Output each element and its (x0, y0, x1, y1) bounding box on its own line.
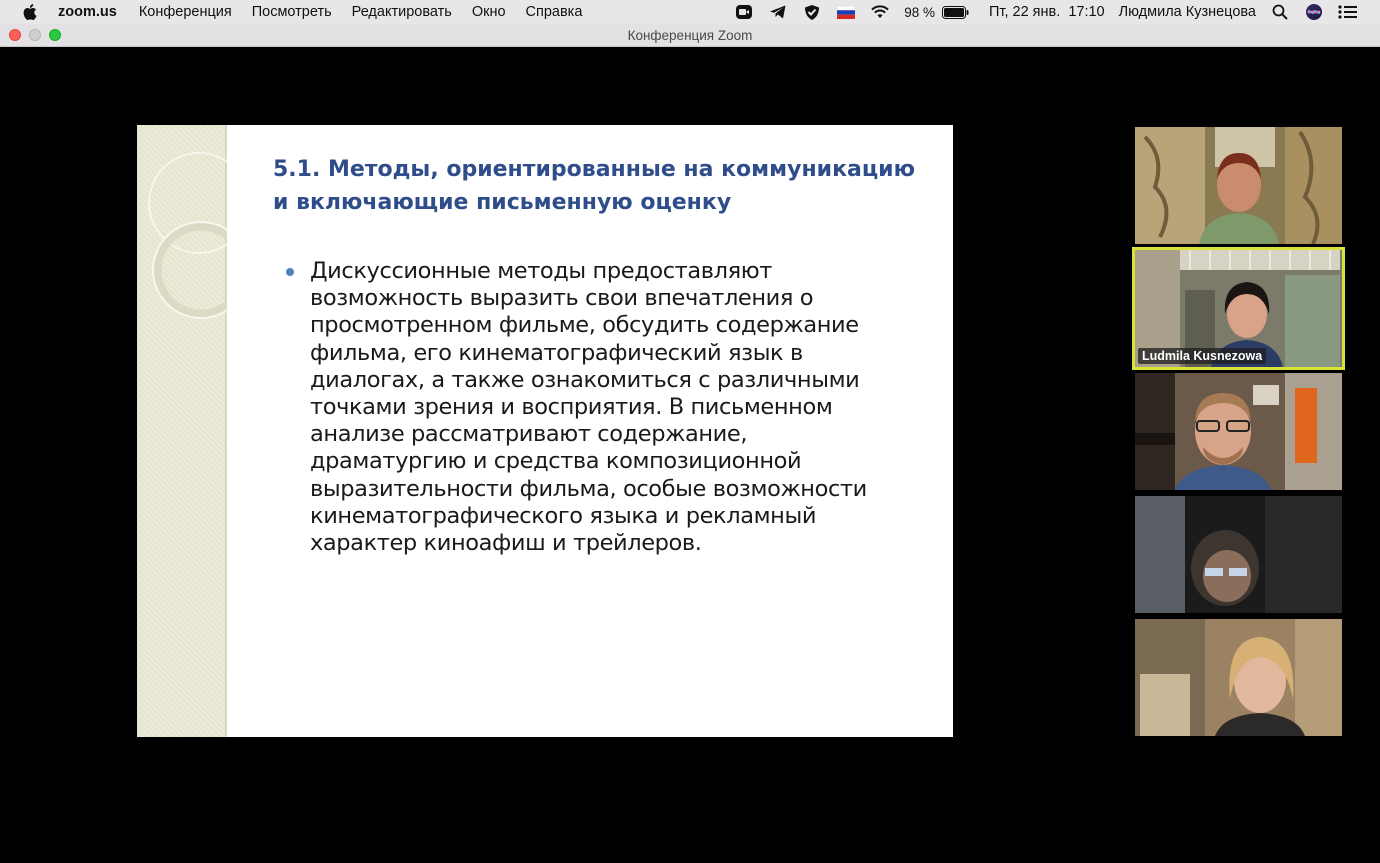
fullscreen-window-button[interactable] (49, 29, 61, 41)
wifi-icon[interactable] (870, 4, 890, 20)
slide-title: 5.1. Методы, ориентированные на коммуникацию и включающие письменную оценку (273, 157, 915, 215)
siri-icon[interactable] (1304, 4, 1324, 20)
window-controls (9, 29, 61, 41)
telegram-icon[interactable] (768, 4, 788, 20)
menu-window[interactable]: Окно (471, 4, 506, 20)
menu-conference[interactable]: Конференция (138, 4, 232, 20)
menu-app-name[interactable]: zoom.us (58, 4, 117, 20)
menu-view[interactable]: Посмотреть (251, 4, 332, 20)
shared-screen-slide[interactable] (137, 125, 953, 737)
control-center-icon[interactable] (1338, 4, 1358, 20)
participant-video-5[interactable] (1135, 619, 1342, 736)
participant-video-frame (1135, 127, 1342, 244)
slide-decoration (137, 125, 227, 737)
russian-flag-icon[interactable] (836, 4, 856, 20)
menu-help[interactable]: Справка (525, 4, 583, 20)
macos-menu-bar (0, 0, 1380, 24)
battery-percent: 98 % (904, 4, 935, 20)
participant-video-frame (1135, 373, 1342, 490)
battery-icon[interactable] (941, 4, 969, 20)
window-title: Конференция Zoom (627, 27, 753, 43)
menu-extras (734, 0, 1380, 24)
participant-video-2[interactable] (1135, 250, 1342, 367)
slide-bullet-text: Дискуссионные методы предоставляют возможность выразить свои впечатления о просмотренном фильме, обсудить содержание фильма, его кинематографический язык в диалогах, а также ознакомиться с различными точками зрения и восприятия. В письменном анализе рассматривают содержание, драматургию и средства композиционной выразительности фильма, особые возможности кинематографического языка и рекламный характер киноафиш и трейлеров. (310, 258, 867, 557)
shield-icon[interactable] (802, 4, 822, 20)
minimize-window-button[interactable] (29, 29, 41, 41)
zoom-icon[interactable] (734, 4, 754, 20)
bullet-icon (286, 268, 294, 276)
search-icon[interactable] (1270, 4, 1290, 20)
participant-video-4[interactable] (1135, 496, 1342, 613)
user-name[interactable]: Людмила Кузнецова (1118, 4, 1256, 20)
close-window-button[interactable] (9, 29, 21, 41)
menu-edit[interactable]: Редактировать (351, 4, 452, 20)
participant-video-1[interactable] (1135, 127, 1342, 244)
clock[interactable]: Пт, 22 янв. 17:10 (989, 4, 1105, 20)
participant-video-3[interactable] (1135, 373, 1342, 490)
participant-video-frame (1135, 496, 1342, 613)
window-title-bar (0, 24, 1380, 47)
participant-video-frame (1135, 619, 1342, 736)
participant-name-label: Ludmila Kusnezowa (1138, 348, 1266, 364)
apple-icon[interactable] (22, 3, 40, 21)
